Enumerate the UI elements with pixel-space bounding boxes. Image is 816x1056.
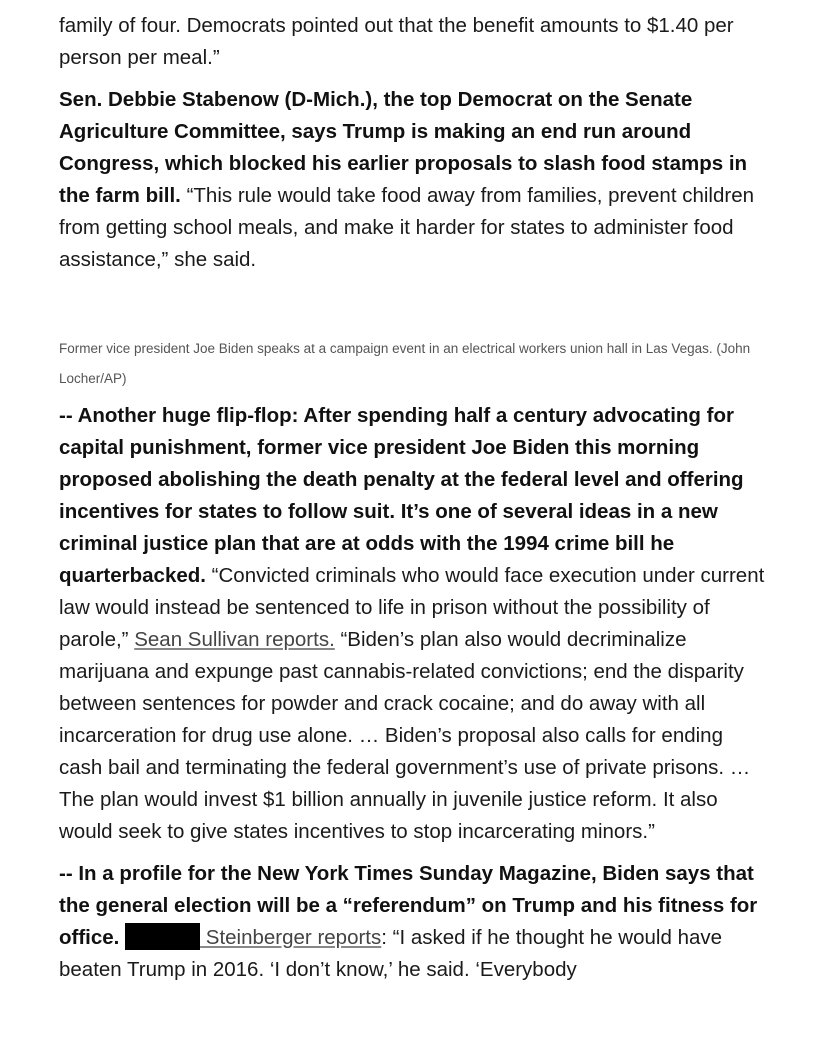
paragraph-lead: -- In a profile for the New York Times Sunday Magazine, Biden says that the general election will be a “referendum” on Trump and his fitness for office. xyxy=(59,862,758,949)
paragraph-lead: Sen. Debbie Stabenow (D-Mich.), the top Democrat on the Senate Agriculture Committee, says Trump is making an end run around Congress, which blocked his earlier proposals to slash food stamps in the farm bill. xyxy=(59,88,748,207)
paragraph-snap-benefit xyxy=(59,10,769,74)
article-body xyxy=(59,10,769,986)
paragraph-text: “Biden’s plan also would decriminalize marijuana and expunge past cannabis-related convictions; end the disparity between sentences for powder and crack cocaine; and do away with all incarceration for drug use alone. … Biden’s proposal also calls for ending cash bail and terminating the federal government’s use of private prisons. … The plan would invest $1 billion annually in juvenile justice reform. It also would seek to give states incentives to stop incarcerating minors.” xyxy=(59,628,751,843)
paragraph-text: : “I asked if he thought he would have beaten Trump in 2016. ‘I don’t know,’ he said. ‘Everybody xyxy=(59,926,723,981)
paragraph-biden-profile xyxy=(59,858,769,986)
sean-sullivan-link[interactable]: Sean Sullivan reports. xyxy=(134,628,335,651)
paragraph-text: family of four. Democrats pointed out that the benefit amounts to $1.40 per person per meal.” xyxy=(59,14,734,69)
redaction-block xyxy=(125,923,200,950)
steinberger-link[interactable]: Steinberger reports xyxy=(200,926,382,949)
paragraph-lead: -- Another huge flip-flop: After spending half a century advocating for capital punishment, former vice president Joe Biden this morning proposed abolishing the death penalty at the federal level and offering incentives for states to follow suit. It’s one of several ideas in a new criminal justice plan that are at odds with the 1994 crime bill he quarterbacked. xyxy=(59,404,744,587)
photo-caption: Former vice president Joe Biden speaks at a campaign event in an electrical workers union hall in Las Vegas. (John Locher/AP) xyxy=(59,341,751,386)
paragraph-stabenow xyxy=(59,84,769,276)
paragraph-biden-criminal-justice xyxy=(59,400,769,848)
paragraph-text: “This rule would take food away from families, prevent children from getting school meals, and make it harder for states to administer food assistance,” she said. xyxy=(59,184,754,271)
paragraph-text: “Convicted criminals who would face execution under current law would instead be sentenced to life in prison without the possibility of parole,” xyxy=(59,564,765,651)
